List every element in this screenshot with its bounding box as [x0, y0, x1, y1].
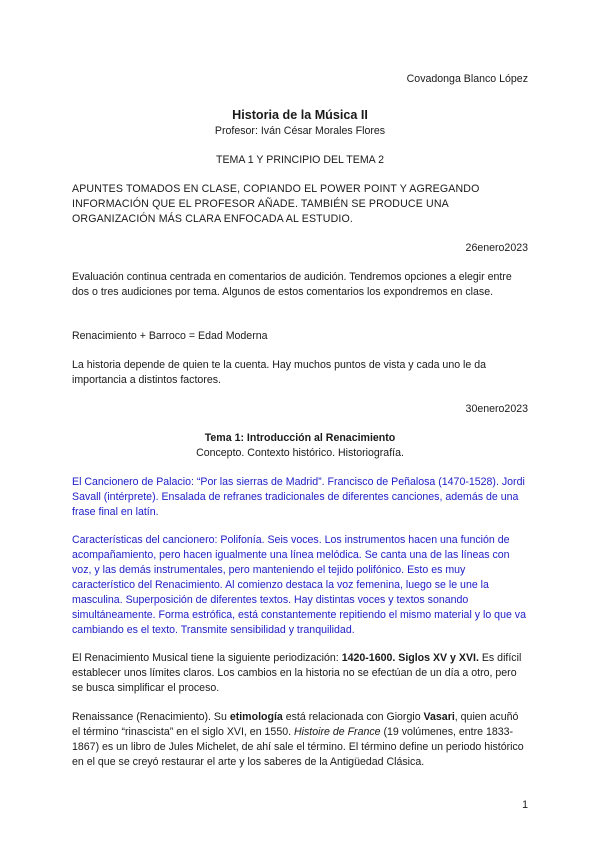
- evaluation-paragraph: Evaluación continua centrada en comentarios de audición. Tendremos opciones a elegir entre dos o tres audiciones por tema. Algunos de estos comentarios los expondremos en clase.: [72, 271, 512, 298]
- periodization-rest: Es difícil establecer unos límites claros. Los cambios en la historia no se efectúan de un día a otro, pero se busca simplificar el proceso.: [72, 652, 522, 694]
- topic-line: TEMA 1 Y PRINCIPIO DEL TEMA 2: [216, 154, 384, 166]
- section-title: Tema 1: Introducción al Renacimiento: [204, 432, 396, 444]
- date-2: 30enero2023: [465, 403, 528, 415]
- periodization-dates: 1420-1600. Siglos XV y XVI.: [341, 652, 479, 664]
- renaissance-text-2: está relacionada con Giorgio: [282, 711, 424, 723]
- intro-paragraph: APUNTES TOMADOS EN CLASE, COPIANDO EL POWER POINT Y AGREGANDO INFORMACIÓN QUE EL PROFESOR AÑADE. TAMBIÉN SE PRODUCE UNA ORGANIZACIÓN MÁS CLARA ENFOCADA AL ESTUDIO.: [72, 183, 480, 225]
- document-title: Historia de la Música II: [232, 108, 368, 122]
- history-paragraph: La historia depende de quien te la cuenta. Hay muchos puntos de vista y cada uno le da importancia a distintos factores.: [72, 359, 487, 386]
- professor-line: Profesor: Iván César Morales Flores: [214, 125, 386, 137]
- renaissance-paragraph: [72, 710, 528, 770]
- vasari-name: Vasari: [423, 711, 455, 723]
- section-subtitle: Concepto. Contexto histórico. Historiografía.: [196, 447, 404, 459]
- renaissance-text-1: Renaissance (Renacimiento). Su: [72, 711, 230, 723]
- page-number: 1: [522, 799, 528, 811]
- cancionero-paragraph: El Cancionero de Palacio: “Por las sierras de Madrid”. Francisco de Peñalosa (1470-1528). Jordi Savall (intérprete). Ensalada de refranes tradicionales de diferentes canciones, además de una frase final en latín.: [72, 476, 525, 518]
- date-1: 26enero2023: [465, 242, 528, 254]
- author-name: Covadonga Blanco López: [406, 73, 528, 85]
- renaissance-text-3: , quien acuñó el término “rinascista” en el siglo XVI, en 1550.: [72, 711, 519, 738]
- etymology-term: etimología: [229, 711, 283, 723]
- periodization-paragraph: [72, 651, 528, 696]
- periodization-text: El Renacimiento Musical tiene la siguiente periodización:: [72, 652, 342, 664]
- characteristics-paragraph: Características del cancionero: Polifonía. Seis voces. Los instrumentos hacen una función de acompañamiento, pero hacen igualmente una línea melódica. Se canta una de las líneas con voz, y las demás instrumentales, pero manteniendo el tejido polifónico. Esto es muy característico del Renacimiento. Al comienzo destaca la voz femenina, luego se le une la masculina. Superposición de diferentes textos. Hay distintas voces y textos sonando simultáneamente. Forma estrófica, está constantemente repitiendo el mismo material y lo que va cambiando es el texto. Transmite sensibilidad y tranquilidad.: [72, 534, 526, 636]
- book-title: Histoire de France: [294, 726, 381, 738]
- renaissance-text-4: (19 volúmenes, entre 1833-1867) es un libro de Jules Michelet, de ahí sale el término. El término define un periodo histórico en el que se creyó restaurar el arte y los saberes de la Antigüedad Clásica.: [72, 726, 524, 768]
- equation-line: Renacimiento + Barroco = Edad Moderna: [72, 330, 268, 342]
